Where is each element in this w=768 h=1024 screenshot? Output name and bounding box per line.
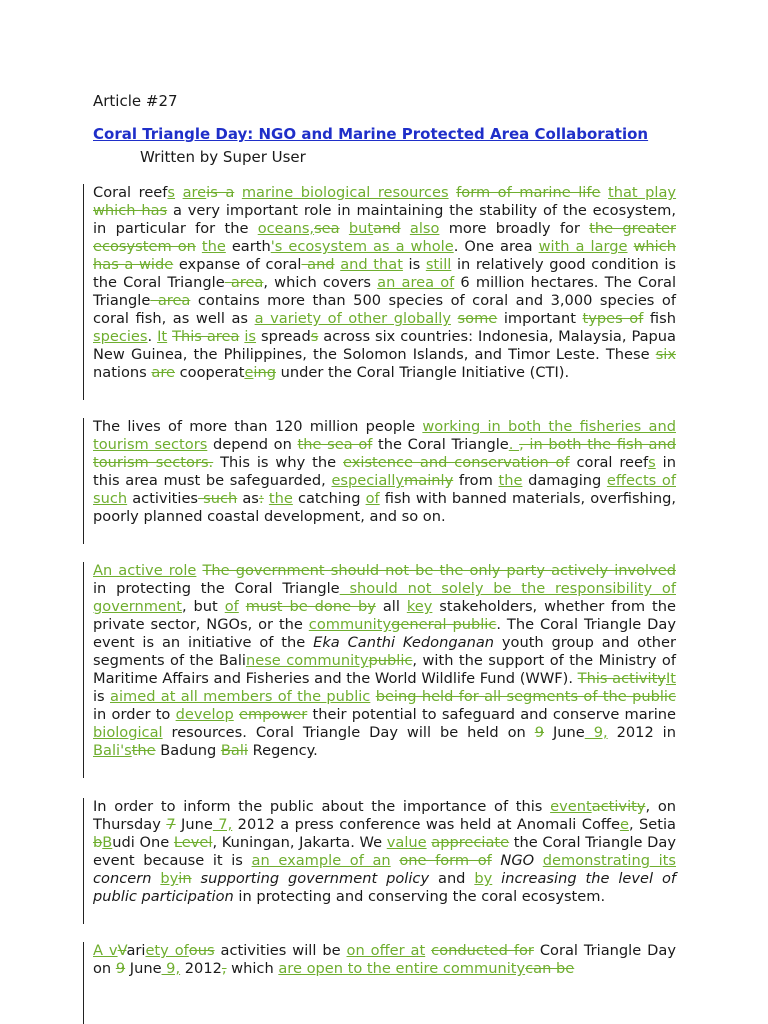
deleted-text: : (258, 490, 264, 507)
inserted-text: 7, (212, 816, 233, 833)
text-run (451, 310, 458, 327)
deleted-text: which has (93, 202, 168, 219)
text-run (340, 220, 349, 237)
inserted-text: 's ecosystem as a whole (270, 238, 454, 255)
text-run: 2012 a press conference was held at Anomali Coffe (232, 816, 620, 833)
text-run: . (147, 328, 158, 345)
change-bar (83, 798, 84, 924)
inserted-text: an example of an (251, 852, 391, 869)
text-run (600, 184, 608, 201)
inserted-text: of (224, 598, 239, 615)
deleted-text: Level (173, 834, 213, 851)
text-run: contains more than 500 species of coral and 3,000 species of coral fish, as well as (93, 292, 676, 327)
inserted-text: still (425, 256, 452, 273)
deleted-text: one form of (399, 852, 492, 869)
deleted-text: mainly (404, 472, 454, 489)
text-run: cooperat (175, 364, 245, 381)
text-run: 2012 (180, 960, 222, 977)
deleted-text: V (117, 942, 127, 959)
inserted-text: event (550, 798, 592, 815)
inserted-text: s (648, 454, 656, 471)
inserted-text: community (308, 616, 392, 633)
text-run: Coral Triangle Day on (93, 942, 676, 977)
paragraph (93, 942, 676, 978)
deleted-text: being held for all segments of the public (375, 688, 677, 705)
deleted-text: six (655, 346, 676, 363)
text-run: , on Thursday (93, 798, 676, 833)
text-run: and (429, 870, 475, 887)
text-run: , but (181, 598, 225, 615)
text-run: 2012 in (607, 724, 676, 741)
inserted-text: by (474, 870, 493, 887)
text-run: fish (643, 310, 676, 327)
inserted-text: but (348, 220, 374, 237)
italic-text: supporting government policy (191, 870, 430, 887)
text-run: all (375, 598, 407, 615)
inserted-text: e (244, 364, 254, 381)
italic-text: increasing the level of public participation (93, 870, 677, 905)
text-run: , Setia (628, 816, 676, 833)
text-run: June (125, 960, 162, 977)
deleted-text: conducted for (431, 942, 534, 959)
deleted-text: in (178, 870, 192, 887)
inserted-text: e (619, 816, 629, 833)
deleted-text: form of marine life (456, 184, 601, 201)
deleted-text: The government should not be the only party actively involved (202, 562, 676, 579)
inserted-text: 9, (161, 960, 181, 977)
text-run: in relatively good condition is the Coral Triangle (93, 256, 676, 291)
text-run: is (93, 688, 110, 705)
text-run: June (175, 816, 213, 833)
text-run: , with the support of the Ministry of Maritime Affairs and Fisheries and the World Wildlife Fund (WWF). (93, 652, 676, 687)
deleted-text: and (373, 220, 401, 237)
deleted-text: public (368, 652, 413, 669)
inserted-text: marine biological resources (241, 184, 449, 201)
text-run (401, 220, 410, 237)
deleted-text: the greater ecosystem on (93, 220, 676, 255)
text-run: activities (127, 490, 199, 507)
inserted-text: are (182, 184, 207, 201)
inserted-text: It (157, 328, 168, 345)
text-run (492, 870, 501, 887)
inserted-text: demonstrating its (542, 852, 676, 869)
text-run (239, 598, 246, 615)
text-run: the Coral Triangle Day event because it is (93, 834, 676, 869)
paragraph (93, 562, 676, 760)
deleted-text: This activity (577, 670, 666, 687)
text-run: nations (93, 364, 152, 381)
inserted-text: of (365, 490, 380, 507)
text-run: spread (256, 328, 311, 345)
inserted-text: s (167, 184, 176, 201)
text-run: which (226, 960, 279, 977)
inserted-text: ety of (145, 942, 189, 959)
inserted-text: the (498, 472, 523, 489)
inserted-text: are open to the entire community (278, 960, 526, 977)
deleted-text: which has a wide (93, 238, 676, 273)
paragraph (93, 418, 676, 526)
inserted-text: value (386, 834, 427, 851)
text-run: in order to (93, 706, 176, 723)
text-run: coral reef (569, 454, 649, 471)
text-run: youth group and other segments of the Bali (93, 634, 676, 669)
text-run: in protecting and conserving the coral ecosystem. (233, 888, 606, 905)
text-run: in protecting the Coral Triangle (93, 580, 340, 597)
inserted-text: It (665, 670, 676, 687)
text-run: more broadly for (439, 220, 590, 237)
inserted-text: working in both the fisheries and tourism sectors (93, 418, 676, 453)
text-run: depend on (207, 436, 298, 453)
deleted-text: s (310, 328, 319, 345)
deleted-text: the sea of (297, 436, 373, 453)
inserted-text: aimed at all members of the public (110, 688, 371, 705)
byline: Written by Super User (140, 148, 306, 166)
italic-text: NGO (491, 852, 535, 869)
text-run: under the Coral Triangle Initiative (CTI). (276, 364, 570, 381)
text-run: their potential to safeguard and conserve marine (307, 706, 676, 723)
deleted-text: existence and conservation of (343, 454, 570, 471)
deleted-text: must be done by (245, 598, 376, 615)
text-run: is (402, 256, 426, 273)
paragraph (93, 184, 676, 382)
text-run: udi One (112, 834, 174, 851)
text-run (234, 184, 242, 201)
inserted-text: on offer at (346, 942, 426, 959)
deleted-text: is a (206, 184, 235, 201)
inserted-text: oceans, (257, 220, 315, 237)
deleted-text: types of (582, 310, 644, 327)
inserted-text: that play (608, 184, 677, 201)
deleted-text: Bali (220, 742, 248, 759)
text-run: as (237, 490, 259, 507)
inserted-text: B (102, 834, 113, 851)
deleted-text: the (131, 742, 156, 759)
text-run: stakeholders, whether from the private sector, NGOs, or the (93, 598, 677, 633)
change-bar (83, 184, 84, 400)
text-run: , Kuningan, Jakarta. We (212, 834, 387, 851)
text-run: the Coral Triangle (372, 436, 509, 453)
inserted-text: . (508, 436, 520, 453)
deleted-text: area (224, 274, 264, 291)
deleted-text: ous (188, 942, 215, 959)
inserted-text: with a large (538, 238, 628, 255)
deleted-text: 7 (166, 816, 176, 833)
deleted-text: and (301, 256, 335, 273)
text-run: fish with banned materials, overfishing, poorly planned coastal development, and so on. (93, 490, 677, 525)
inserted-text: develop (175, 706, 234, 723)
text-run: Badung (155, 742, 221, 759)
text-run (534, 852, 543, 869)
text-run: catching (292, 490, 366, 507)
deleted-text: area (150, 292, 191, 309)
deleted-text: 9 (115, 960, 126, 977)
deleted-text: , (221, 960, 227, 977)
text-run: 6 million hectares. The Coral Triangle (93, 274, 676, 309)
inserted-text: A v (93, 942, 118, 959)
inserted-text: is (244, 328, 257, 345)
deleted-text: ing (253, 364, 276, 381)
text-run: Coral reef (93, 184, 168, 201)
text-run: activities will be (214, 942, 347, 959)
inserted-text: key (406, 598, 433, 615)
text-run: damaging (522, 472, 607, 489)
inserted-text: the (201, 238, 226, 255)
deleted-text: some (457, 310, 498, 327)
inserted-text: an area of (377, 274, 455, 291)
deleted-text: empower (238, 706, 308, 723)
inserted-text: nese community (245, 652, 369, 669)
text-run: , which covers (263, 274, 378, 291)
deleted-text: such (198, 490, 238, 507)
inserted-text: a variety of other globally (254, 310, 451, 327)
text-run: from (453, 472, 499, 489)
text-run (449, 184, 457, 201)
inserted-text: should not solely be the responsibility of government (93, 580, 676, 615)
deleted-text: are (151, 364, 175, 381)
change-bar (83, 942, 84, 1024)
article-title-link[interactable]: Coral Triangle Day: NGO and Marine Protected Area Collaboration (93, 125, 649, 143)
text-run: a very important role in maintaining the stability of the ecosystem, in particular for the (93, 202, 676, 237)
text-run: across six countries: Indonesia, Malaysia, Papua New Guinea, the Philippines, the Solomon Islands, and Timor Leste. These (93, 328, 677, 363)
deleted-text: 9 (534, 724, 545, 741)
text-run: Regency. (247, 742, 318, 759)
text-run: June (544, 724, 585, 741)
text-run: in this area must be safeguarded, (93, 454, 676, 489)
inserted-text: effects of such (93, 472, 676, 507)
text-run (175, 184, 183, 201)
deleted-text: general public (391, 616, 497, 633)
change-bar (83, 418, 84, 544)
deleted-text: b (93, 834, 103, 851)
inserted-text: Bali's (93, 742, 132, 759)
change-bar (83, 562, 84, 778)
inserted-text: by (160, 870, 179, 887)
inserted-text: and that (340, 256, 403, 273)
inserted-text: species (93, 328, 148, 345)
text-run: expanse of coral (173, 256, 302, 273)
deleted-text: appreciate (431, 834, 510, 851)
inserted-text: 9, (584, 724, 608, 741)
article-number: Article #27 (93, 92, 178, 110)
inserted-text: also (409, 220, 440, 237)
text-run: In order to inform the public about the importance of this (93, 798, 551, 815)
deleted-text: This area (172, 328, 240, 345)
text-run: ari (126, 942, 146, 959)
deleted-text: can be (525, 960, 575, 977)
text-run: resources. Coral Triangle Day will be held on (162, 724, 535, 741)
text-run: This is why the (213, 454, 344, 471)
text-run: earth (225, 238, 271, 255)
text-run: . One area (453, 238, 539, 255)
inserted-text: An active role (93, 562, 197, 579)
text-run: important (497, 310, 583, 327)
text-run: The lives of more than 120 million people (93, 418, 423, 435)
inserted-text: the (268, 490, 293, 507)
inserted-text: biological (93, 724, 163, 741)
italic-text: concern (93, 870, 152, 887)
text-run: . The Coral Triangle Day event is an initiative of the (93, 616, 676, 651)
deleted-text: activity (591, 798, 646, 815)
paragraph (93, 798, 676, 906)
inserted-text: especially (331, 472, 405, 489)
deleted-text: sea (314, 220, 340, 237)
deleted-text: , in both the fish and tourism sectors. (93, 436, 676, 471)
italic-text: Eka Canthi Kedonganan (313, 634, 495, 651)
